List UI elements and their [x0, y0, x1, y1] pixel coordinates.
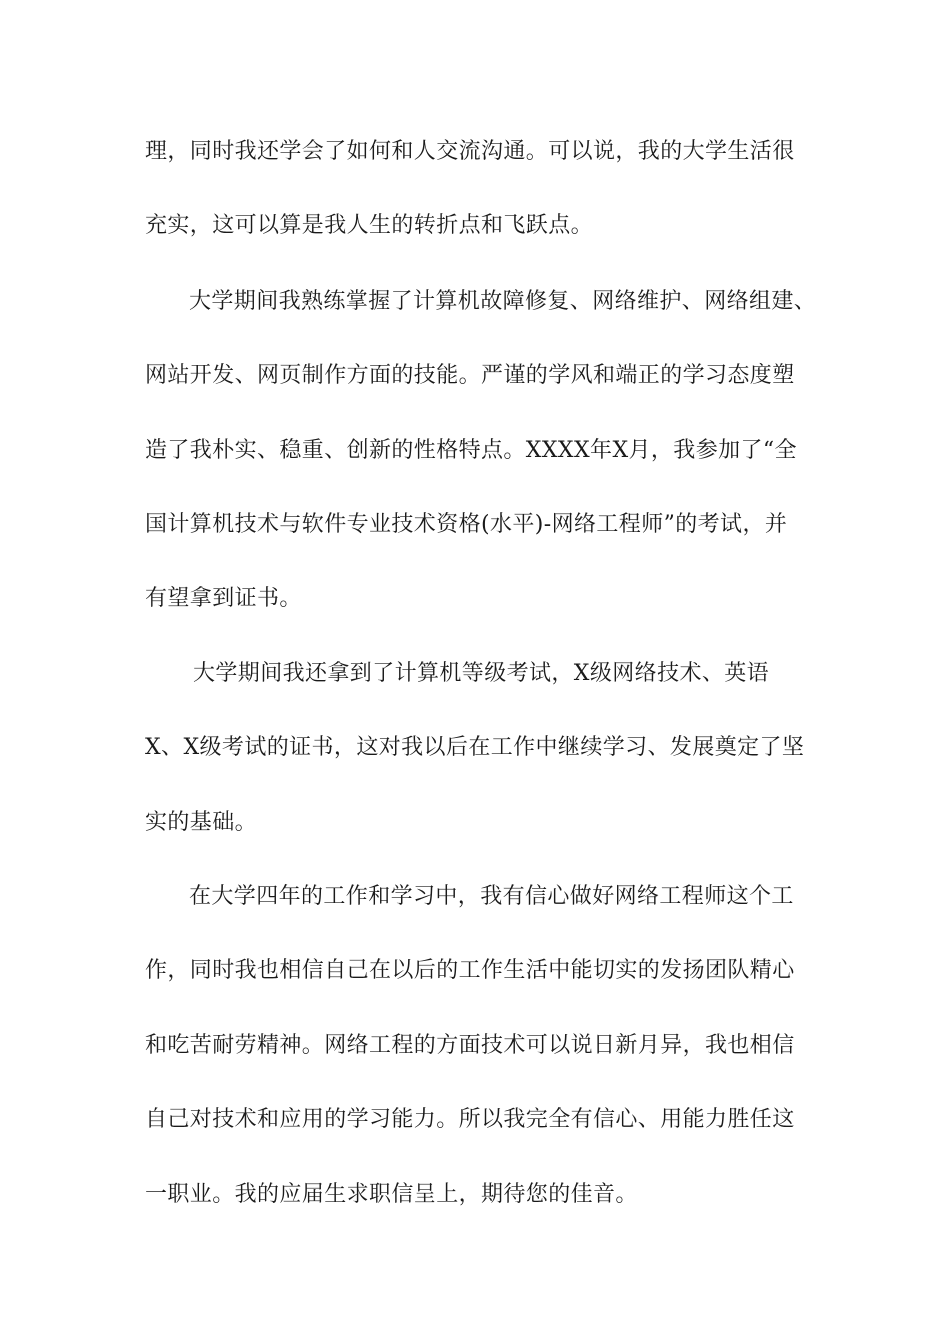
text-line: 和吃苦耐劳精神。网络工程的方面技术可以说日新月异，我也相信 — [145, 1033, 795, 1058]
text-line: X、X级考试的证书，这对我以后在工作中继续学习、发展奠定了坚 — [145, 735, 805, 760]
text-line: 充实，这可以算是我人生的转折点和飞跃点。 — [145, 213, 594, 238]
text-line: 一职业。我的应届生求职信呈上，期待您的佳音。 — [145, 1182, 638, 1207]
text-line: 有望拿到证书。 — [145, 586, 302, 611]
text-line: 作，同时我也相信自己在以后的工作生活中能切实的发扬团队精心 — [145, 958, 795, 983]
text-line: 理，同时我还学会了如何和人交流沟通。可以说，我的大学生活很 — [145, 139, 795, 164]
text-line: 实的基础。 — [145, 810, 258, 835]
paragraph-first-line: 在大学四年的工作和学习中，我有信心做好网络工程师这个工 — [189, 884, 794, 909]
text-line: 网站开发、网页制作方面的技能。严谨的学风和端正的学习态度塑 — [145, 363, 795, 388]
text-line: 国计算机技术与软件专业技术资格(水平)-网络工程师”的考试，并 — [145, 512, 788, 537]
paragraph-first-line: 大学期间我熟练掌握了计算机故障修复、网络维护、网络组建、 — [189, 289, 817, 314]
text-line: 造了我朴实、稳重、创新的性格特点。XXXX年X月，我参加了“全 — [145, 438, 797, 463]
text-line: 自己对技术和应用的学习能力。所以我完全有信心、用能力胜任这 — [145, 1107, 795, 1132]
paragraph-first-line: 大学期间我还拿到了计算机等级考试，X级网络技术、英语 — [193, 661, 770, 686]
